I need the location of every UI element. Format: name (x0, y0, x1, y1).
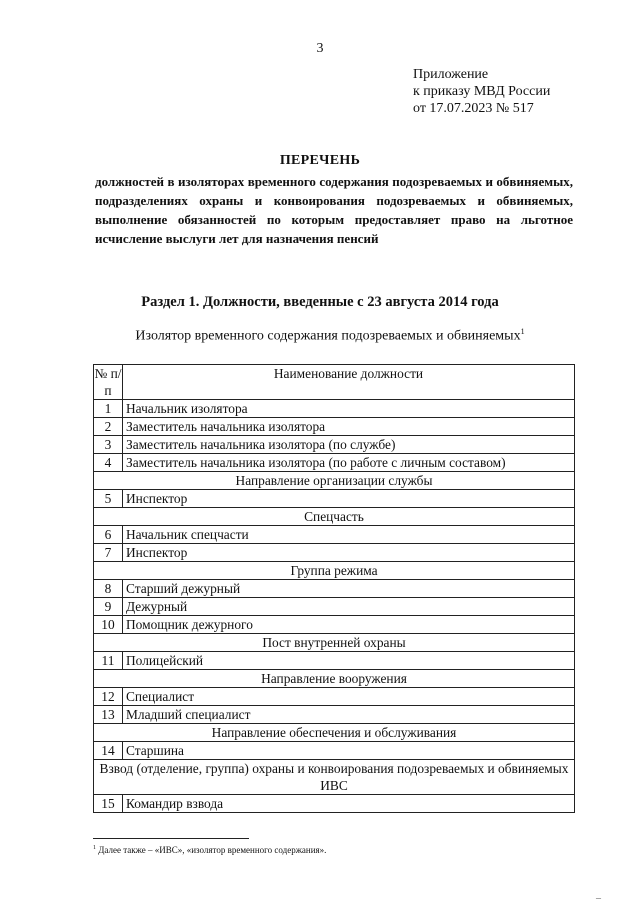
footnote-ref: 1 (520, 327, 525, 336)
table-group-row (94, 670, 575, 688)
document-subtitle: должностей в изоляторах временного содержания подозреваемых и обвиняемых, подразделениях охраны и конвоирования подозреваемых и обвиняемых, выполнение обязанностей по которым предоставляет право на льготное исчисление выслуги лет для назначения пенсий (95, 174, 573, 246)
institution-heading (0, 327, 640, 345)
position-name: Инспектор (123, 544, 575, 562)
section-heading: Раздел 1. Должности, введенные с 23 августа 2014 года (141, 294, 499, 310)
position-name: Инспектор (123, 490, 575, 508)
footnote-mark: 1 (93, 845, 96, 851)
group-heading: Взвод (отделение, группа) охраны и конвоирования подозреваемых и обвиняемых ИВС (94, 760, 575, 795)
row-number: 6 (94, 526, 123, 544)
row-number: 2 (94, 418, 123, 436)
row-number: 12 (94, 688, 123, 706)
footnote-text: Далее также – «ИВС», «изолятор временного содержания». (98, 845, 327, 855)
position-name: Помощник дежурного (123, 616, 575, 634)
table-row (94, 795, 575, 813)
table-row (94, 706, 575, 724)
table-row (94, 580, 575, 598)
table-row (94, 616, 575, 634)
row-number: 4 (94, 454, 123, 472)
position-name: Командир взвода (123, 795, 575, 813)
position-name: Дежурный (123, 598, 575, 616)
position-name: Старшина (123, 742, 575, 760)
institution-name: Изолятор временного содержания подозреваемых и обвиняемых (135, 328, 521, 344)
table-group-row (94, 562, 575, 580)
row-number: 3 (94, 436, 123, 454)
group-heading: Направление вооружения (94, 670, 575, 688)
table-row (94, 400, 575, 418)
row-number: 13 (94, 706, 123, 724)
group-heading: Направление обеспечения и обслуживания (94, 724, 575, 742)
row-number: 9 (94, 598, 123, 616)
table-header-row (94, 365, 575, 400)
table-group-row (94, 508, 575, 526)
table-row (94, 490, 575, 508)
page-number: 3 (316, 41, 324, 56)
row-number: 11 (94, 652, 123, 670)
row-number: 7 (94, 544, 123, 562)
position-name: Заместитель начальника изолятора (по работе с личным составом) (123, 454, 575, 472)
footnote (93, 845, 326, 855)
table-row (94, 742, 575, 760)
appendix-line-3: от 17.07.2023 № 517 (413, 101, 534, 116)
footnote-divider (93, 838, 249, 839)
table-group-row (94, 472, 575, 490)
appendix-line-1: Приложение (413, 67, 489, 82)
table-group-row (94, 760, 575, 795)
table-row (94, 598, 575, 616)
position-name: Начальник спецчасти (123, 526, 575, 544)
group-heading: Пост внутренней охраны (94, 634, 575, 652)
table-row (94, 454, 575, 472)
row-number: 5 (94, 490, 123, 508)
table-group-row (94, 634, 575, 652)
appendix-line-2: к приказу МВД России (413, 84, 551, 99)
table-row (94, 418, 575, 436)
table-row (94, 436, 575, 454)
document-title: ПЕРЕЧЕНЬ (279, 153, 361, 168)
row-number: 8 (94, 580, 123, 598)
position-name: Заместитель начальника изолятора (по службе) (123, 436, 575, 454)
appendix-block (413, 66, 550, 117)
row-number: 14 (94, 742, 123, 760)
table-row (94, 526, 575, 544)
position-name: Полицейский (123, 652, 575, 670)
position-name: Младший специалист (123, 706, 575, 724)
positions-table (93, 364, 575, 813)
position-name: Старший дежурный (123, 580, 575, 598)
group-heading: Направление организации службы (94, 472, 575, 490)
row-number: 10 (94, 616, 123, 634)
header-position-name: Наименование должности (123, 365, 575, 400)
table-row (94, 688, 575, 706)
row-number: 15 (94, 795, 123, 813)
header-number: № п/п (94, 366, 122, 398)
table-row (94, 652, 575, 670)
scan-mark: – (596, 893, 601, 904)
positions-table-body (94, 365, 575, 813)
table-row (94, 544, 575, 562)
position-name: Заместитель начальника изолятора (123, 418, 575, 436)
position-name: Начальник изолятора (123, 400, 575, 418)
table-group-row (94, 724, 575, 742)
group-heading: Группа режима (94, 562, 575, 580)
row-number: 1 (94, 400, 123, 418)
group-heading: Спецчасть (94, 508, 575, 526)
position-name: Специалист (123, 688, 575, 706)
